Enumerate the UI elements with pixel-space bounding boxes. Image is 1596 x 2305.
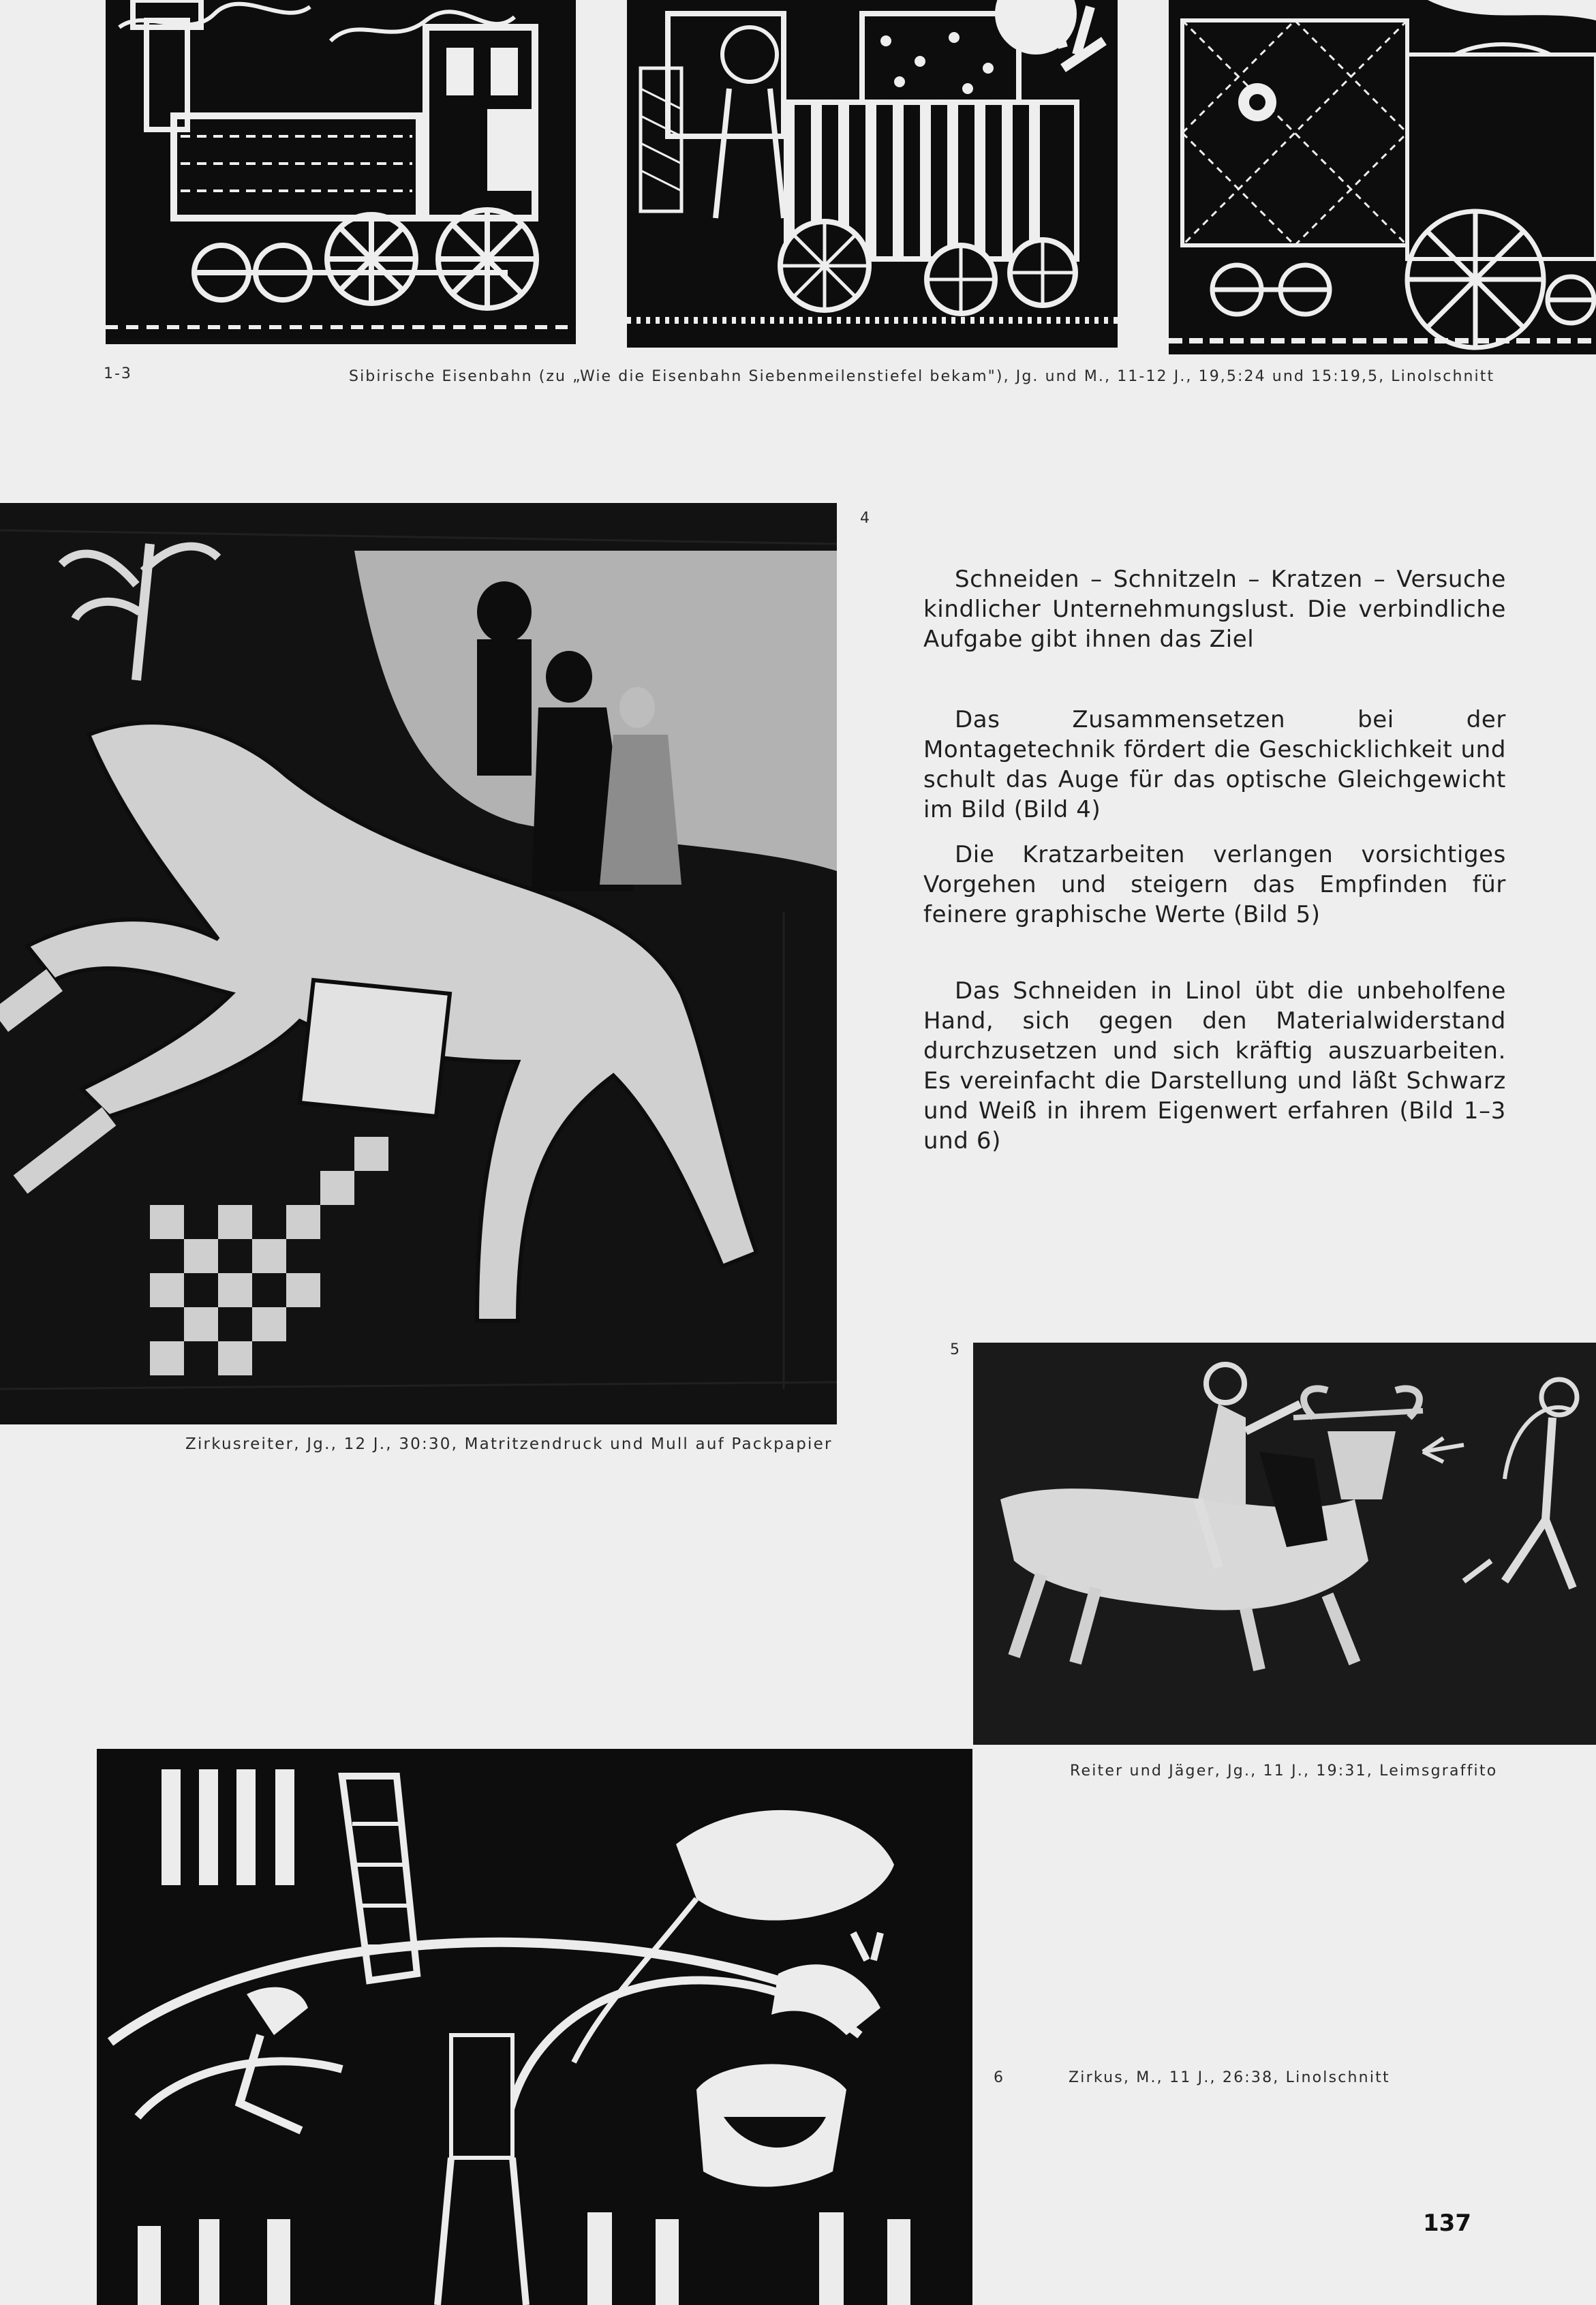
figure-2-train-linocut <box>627 0 1118 348</box>
intro-paragraph <box>923 564 1506 654</box>
figure-4-number: 4 <box>860 510 871 527</box>
figure-5-caption: Reiter und Jäger, Jg., 11 J., 19:31, Leimsgraffito <box>1070 1762 1498 1780</box>
paragraph-3: Die Kratzarbeiten verlangen vorsichtiges Vorgehen und steigern das Empfinden für feinere graphische Werte (Bild 5) <box>923 841 1506 928</box>
figure-1-train-linocut <box>106 0 576 344</box>
figure-5-number: 5 <box>950 1341 961 1358</box>
page-number: 137 <box>1423 2210 1471 2237</box>
figure-6-number: 6 <box>994 2069 1004 2086</box>
figure-6-artwork <box>97 1749 972 2305</box>
figure-6-circus-linocut <box>97 1749 972 2305</box>
figure-4-caption: Zirkusreiter, Jg., 12 J., 30:30, Matritzendruck und Mull auf Packpapier <box>185 1435 833 1453</box>
paragraph-1: Schneiden – Schnitzeln – Kratzen – Versuche kindlicher Unternehmungslust. Die verbindliche Aufgabe gibt ihnen das Ziel <box>923 566 1506 653</box>
figure-2-artwork <box>627 0 1118 348</box>
figure-5-rider-and-hunter <box>973 1343 1596 1745</box>
figure-6-caption: Zirkus, M., 11 J., 26:38, Linolschnitt <box>1069 2069 1390 2086</box>
figure-4-artwork <box>0 503 837 1424</box>
figure-3-artwork <box>1169 0 1596 354</box>
figure-4-circus-rider <box>0 503 837 1424</box>
figure-5-artwork <box>973 1343 1596 1745</box>
paragraph-4: Das Schneiden in Linol übt die unbeholfene Hand, sich gegen den Materialwiderstand durchzusetzen und sich kräftig auszuarbeiten. Es vereinfacht die Darstellung und läßt Schwarz und Weiß in ihrem Eigenwert erfahren (Bild 1–3 und 6) <box>923 977 1506 1155</box>
linocut-paragraph <box>923 976 1506 1156</box>
montage-paragraph <box>923 705 1506 825</box>
figure-3-train-linocut <box>1169 0 1596 354</box>
figure-1-3-caption: Sibirische Eisenbahn (zu „Wie die Eisenbahn Siebenmeilenstiefel bekam"), Jg. und M., 11-12 J., 19,5:24 und 15:19,5, Linolschnitt <box>349 368 1495 385</box>
paragraph-2: Das Zusammensetzen bei der Montagetechnik fördert die Geschicklichkeit und schult das Auge für das optische Gleichgewicht im Bild (Bild 4) <box>923 706 1506 823</box>
figure-1-3-number: 1-3 <box>104 365 132 382</box>
figure-1-artwork <box>106 0 576 344</box>
scratch-paragraph <box>923 840 1506 930</box>
